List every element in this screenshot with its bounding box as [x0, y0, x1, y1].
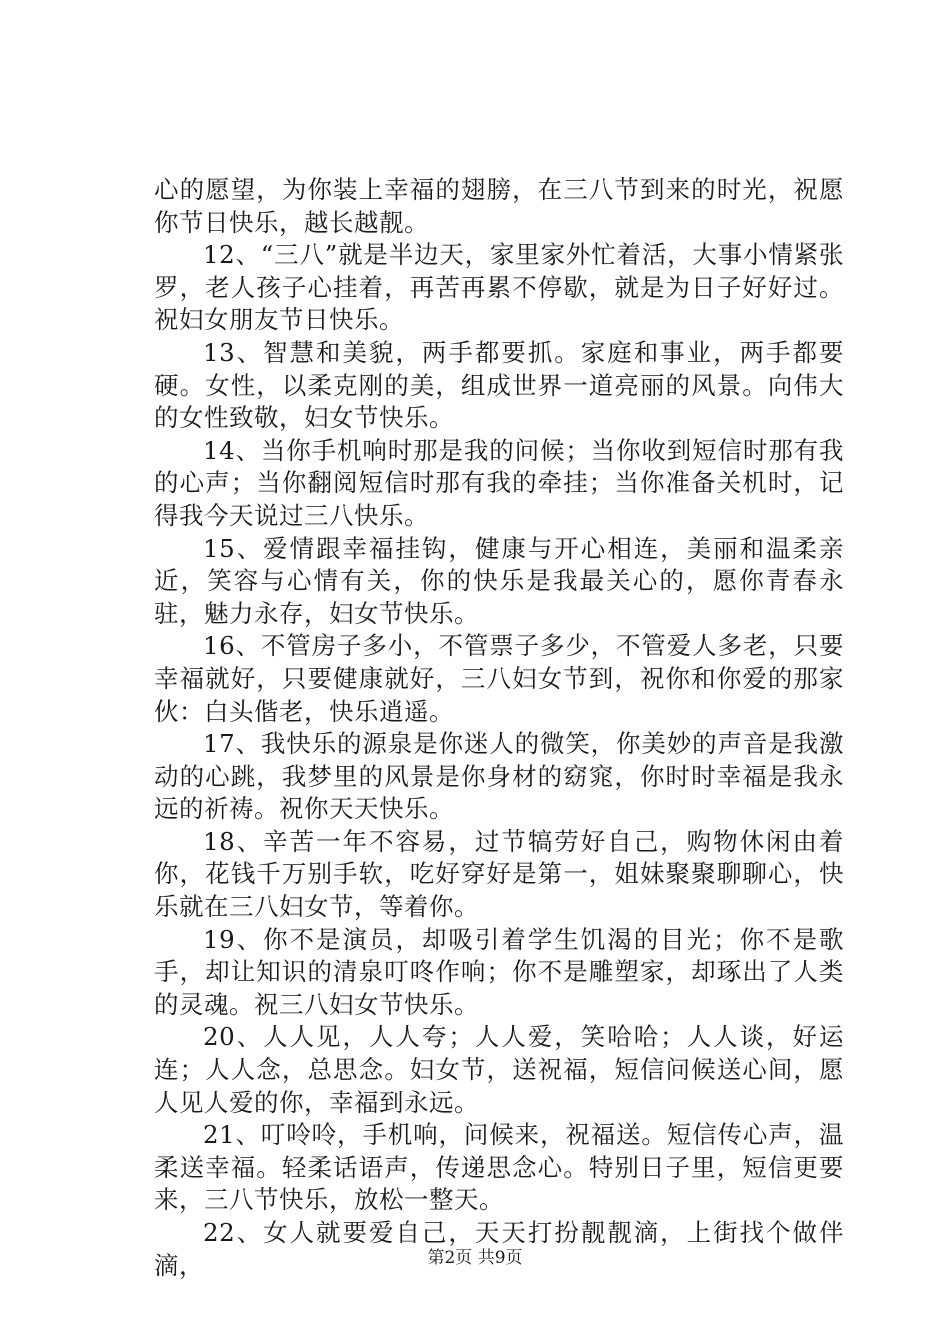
paragraph-19: 19、你不是演员，却吸引着学生饥渴的目光；你不是歌手，却让知识的清泉叮咚作响；你不是雕塑家，却琢出了人类的灵魂。祝三八妇女节快乐。: [154, 924, 844, 1019]
paragraph-20: 20、人人见，人人夸；人人爱，笑哈哈；人人谈，好运连；人人念，总思念。妇女节，送祝福，短信问候送心间，愿人见人爱的你，幸福到永远。: [154, 1022, 844, 1117]
paragraph-16: 16、不管房子多小，不管票子多少，不管爱人多老，只要幸福就好，只要健康就好，三八妇女节到，祝你和你爱的那家伙：白头偕老，快乐逍遥。: [154, 631, 844, 726]
page-number-footer: 第2页 共9页: [427, 1248, 523, 1268]
paragraph-14: 14、当你手机响时那是我的问候；当你收到短信时那有我的心声；当你翻阅短信时那有我的牵挂；当你准备关机时，记得我今天说过三八快乐。: [154, 435, 844, 530]
paragraph-continued: 心的愿望，为你装上幸福的翅膀，在三八节到来的时光，祝愿你节日快乐，越长越靓。: [154, 175, 844, 237]
paragraph-13: 13、智慧和美貌，两手都要抓。家庭和事业，两手都要硬。女性，以柔克刚的美，组成世界一道亮丽的风景。向伟大的女性致敬，妇女节快乐。: [154, 337, 844, 433]
document-body: [154, 174, 844, 1282]
paragraph-18: 18、辛苦一年不容易，过节犒劳好自己，购物休闲由着你，花钱千万别手软，吃好穿好是第一，姐妹聚聚聊聊心，快乐就在三八妇女节，等着你。: [154, 826, 844, 922]
paragraph-17: 17、我快乐的源泉是你迷人的微笑，你美妙的声音是我激动的心跳，我梦里的风景是你身材的窈窕，你时时幸福是我永远的祈祷。祝你天天快乐。: [154, 729, 844, 824]
paragraph-21: 21、叮呤呤，手机响，问候来，祝福送。短信传心声，温柔送幸福。轻柔话语声，传递思念心。特别日子里，短信更要来，三八节快乐，放松一整天。: [154, 1120, 844, 1215]
paragraph-15: 15、爱情跟幸福挂钩，健康与开心相连，美丽和温柔亲近，笑容与心情有关，你的快乐是我最关心的，愿你青春永驻，魅力永存，妇女节快乐。: [154, 533, 844, 628]
paragraph-12: 12、“三八”就是半边天，家里家外忙着活，大事小情紧张罗，老人孩子心挂着，再苦再累不停歇，就是为日子好好过。祝妇女朋友节日快乐。: [154, 240, 844, 335]
paragraph-22: 22、女人就要爱自己，天天打扮靓靓滴，上街找个做伴滴，: [154, 1218, 844, 1280]
